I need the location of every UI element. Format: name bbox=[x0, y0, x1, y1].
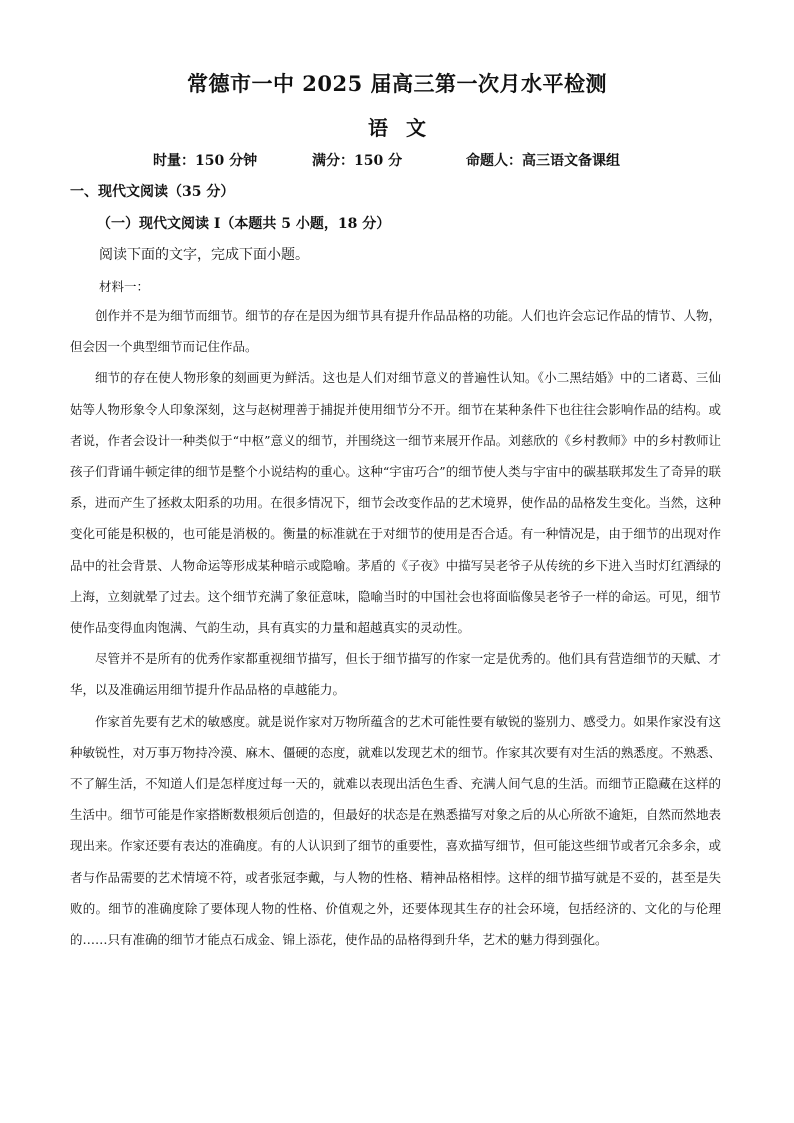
exam-title: 常德市一中 2025 届高三第一次月水平检测 bbox=[186, 71, 608, 96]
paragraph: 细节的存在使人物形象的刻画更为鲜活。这也是人们对细节意义的普遍性认知。《小二黑结婚》中的二诸葛、三仙姑等人物形象令人印象深刻，这与赵树理善于捕捉并使用细节分不开。细节在某种条件下也往往会影响作品的结构。或者说，作者会设计一种类似于“中枢”意义的细节，并围绕这一细节来展开作品。刘慈欣的《乡村教师》中的乡村教师让孩子们背诵牛顿定律的细节是整个小说结构的重心。这种“宇宙巧合”的细节使人类与宇宙中的碳基联邦发生了奇异的联系，进而产生了拯救太阳系的功用。在很多情况下，细节会改变作品的艺术境界，使作品的品格发生变化。当然，这种变化可能是积极的，也可能是消极的。衡量的标准就在于对细节的使用是否合适。有一种情况是，由于细节的出现对作品中的社会背景、人物命运等形成某种暗示或隐喻。茅盾的《子夜》中描写吴老爷子从传统的乡下进入当时灯红酒绿的上海，立刻就晕了过去。这个细节充满了象征意味，隐喻当时的中国社会也将面临像吴老爷子一样的命运。可见，细节使作品变得血肉饱满、气韵生动，具有真实的力量和超越真实的灵动性。 bbox=[70, 370, 721, 636]
exam-author: 命题人：高三语文备课组 bbox=[466, 153, 620, 169]
material-body bbox=[70, 300, 721, 955]
paragraph: 作家首先要有艺术的敏感度。就是说作家对万物所蕴含的艺术可能性要有敏锐的鉴别力、感受力。如果作家没有这种敏锐性，对万事万物持冷漠、麻木、僵硬的态度，就难以发现艺术的细节。作家其次要有对生活的熟悉度。不熟悉、不了解生活，不知道人们是怎样度过每一天的，就难以表现出活色生香、充满人间气息的生活。而细节正隐藏在这样的生活中。细节可能是作家搭断数根须后创造的，但最好的状态是在熟悉描写对象之后的从心所欲不逾矩，自然而然地表现出来。作家还要有表达的准确度。有的人认识到了细节的重要性，喜欢描写细节，但可能这些细节或者冗余多余，或者与作品需要的艺术情境不符，或者张冠李戴，与人物的性格、精神品格相悖。这样的细节描写就是不妥的，甚至是失败的。细节的准确度除了要体现人物的性格、价值观之外，还要体现其生存的社会环境，包括经济的、文化的与伦理的……只有准确的细节才能点石成金、锦上添花，使作品的品格得到升华，艺术的魅力得到强化。 bbox=[70, 713, 721, 948]
paragraph: 尽管并不是所有的优秀作家都重视细节描写，但长于细节描写的作家一定是优秀的。他们具有营造细节的天赋、才华，以及准确运用细节提升作品品格的卓越能力。 bbox=[70, 651, 721, 698]
exam-time: 时量：150 分钟 bbox=[153, 153, 258, 169]
reading-instruction: 阅读下面的文字，完成下面小题。 bbox=[99, 247, 309, 263]
exam-score: 满分：150 分 bbox=[312, 153, 403, 169]
material-label: 材料一： bbox=[99, 279, 150, 294]
paragraph: 创作并不是为细节而细节。细节的存在是因为细节具有提升作品品格的功能。人们也许会忘记作品的情节、人物，但会因一个典型细节而记住作品。 bbox=[70, 308, 721, 355]
subsection-heading: （一）现代文阅读 I（本题共 5 小题，18 分） bbox=[97, 216, 391, 232]
subject-title: 语文 bbox=[368, 116, 444, 140]
section-heading: 一、现代文阅读（35 分） bbox=[70, 184, 235, 200]
